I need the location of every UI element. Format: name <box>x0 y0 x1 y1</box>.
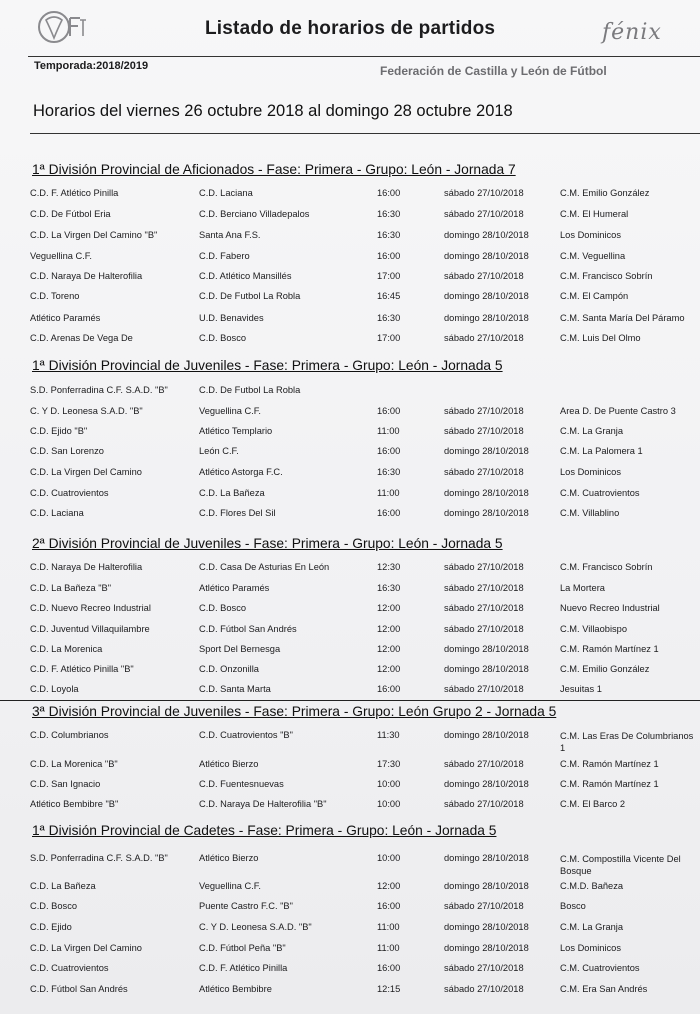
match-home-cell: C.D. Naraya De Halterofilia <box>30 562 143 572</box>
match-home-cell: C.D. F. Atlético Pinilla "B" <box>30 664 134 674</box>
title-divider <box>30 133 700 134</box>
section-title: 1ª División Provincial de Aficionados - Fase: Primera - Grupo: León - Jornada 7 <box>32 162 516 177</box>
match-away-cell: U.D. Benavides <box>199 313 264 323</box>
match-home-cell: C.D. Naraya De Halterofilia <box>30 271 143 281</box>
match-date-cell: domingo 28/10/2018 <box>444 313 529 323</box>
match-row <box>0 209 700 229</box>
match-away-cell: C.D. Cuatrovientos "B" <box>199 730 293 740</box>
match-time-cell: 12:00 <box>377 624 401 634</box>
match-venue-cell: C.M. Compostilla Vicente Del Bosque <box>560 854 681 876</box>
match-row <box>0 291 700 311</box>
section-title: 3ª División Provincial de Juveniles - Fase: Primera - Grupo: León Grupo 2 - Jornada 5 <box>32 704 557 719</box>
match-home-cell: Atlético Paramés <box>30 313 101 323</box>
match-venue-cell: C.M. La Granja <box>560 426 624 436</box>
match-date-cell: domingo 28/10/2018 <box>444 664 529 674</box>
match-time-cell: 16:00 <box>377 406 401 416</box>
match-date-cell: sábado 27/10/2018 <box>444 901 524 911</box>
match-away-cell: C.D. La Bañeza <box>199 488 265 498</box>
match-venue-cell: C.M. Villaobispo <box>560 624 628 634</box>
match-venue-cell: C.M. La Palomera 1 <box>560 446 643 456</box>
match-row <box>0 624 700 644</box>
match-away-cell: C.D. Bosco <box>199 333 247 343</box>
match-row <box>0 603 700 623</box>
match-time-cell: 16:00 <box>377 251 401 261</box>
match-away-cell: C.D. Fabero <box>199 251 250 261</box>
match-date-cell: domingo 28/10/2018 <box>444 853 529 863</box>
match-away-cell: C.D. Atlético Mansillés <box>199 271 292 281</box>
match-venue-cell: C.M. Santa María Del Páramo <box>560 313 685 323</box>
match-time-cell: 10:00 <box>377 779 401 789</box>
match-away-cell: Veguellina C.F. <box>199 881 262 891</box>
match-row <box>0 406 700 426</box>
match-time-cell: 16:30 <box>377 209 401 219</box>
match-venue-cell: C.M. Cuatrovientos <box>560 963 640 973</box>
match-time-cell: 10:00 <box>377 799 401 809</box>
match-home-cell: C.D. De Fútbol Eria <box>30 209 111 219</box>
match-home-cell: C.D. Toreno <box>30 291 80 301</box>
match-venue-cell: Los Dominicos <box>560 230 621 240</box>
match-time-cell: 16:00 <box>377 963 401 973</box>
match-venue-cell: C.M. Ramón Martínez 1 <box>560 779 659 789</box>
section-title: 2ª División Provincial de Juveniles - Fase: Primera - Grupo: León - Jornada 5 <box>32 536 503 551</box>
match-away-cell: C.D. Fútbol San Andrés <box>199 624 297 634</box>
match-home-cell: C.D. La Bañeza "B" <box>30 583 112 593</box>
match-home-cell: C.D. Ejido "B" <box>30 426 88 436</box>
match-away-cell: C.D. Santa Marta <box>199 684 271 694</box>
section-title: 1ª División Provincial de Cadetes - Fase: Primera - Grupo: León - Jornada 5 <box>32 823 497 838</box>
match-home-cell: C.D. Columbrianos <box>30 730 109 740</box>
date-range-title: Horarios del viernes 26 octubre 2018 al domingo 28 octubre 2018 <box>33 102 513 120</box>
match-away-cell: C.D. Fútbol Peña "B" <box>199 943 286 953</box>
match-venue-cell: C.M. Francisco Sobrín <box>560 271 653 281</box>
match-time-cell: 12:30 <box>377 562 401 572</box>
match-venue-cell: Area D. De Puente Castro 3 <box>560 406 676 416</box>
match-home-cell: C. Y D. Leonesa S.A.D. "B" <box>30 406 143 416</box>
match-venue-cell: C.M. Ramón Martínez 1 <box>560 759 659 769</box>
match-away-cell: C.D. De Futbol La Robla <box>199 385 301 395</box>
match-time-cell: 11:00 <box>377 943 400 953</box>
match-time-cell: 16:45 <box>377 291 401 301</box>
match-row <box>0 467 700 487</box>
match-venue-cell: C.M. Cuatrovientos <box>560 488 640 498</box>
match-time-cell: 17:00 <box>377 333 401 343</box>
match-venue-cell: C.M. La Granja <box>560 922 624 932</box>
match-row <box>0 333 700 353</box>
match-row <box>0 730 700 760</box>
match-venue-cell: C.M. Villablino <box>560 508 620 518</box>
match-away-cell: Veguellina C.F. <box>199 406 262 416</box>
match-date-cell: domingo 28/10/2018 <box>444 446 529 456</box>
header-divider <box>28 56 700 57</box>
match-home-cell: Atlético Bembibre "B" <box>30 799 119 809</box>
match-venue-cell: C.M. El Barco 2 <box>560 799 626 809</box>
match-row <box>0 984 700 1004</box>
match-away-cell: León C.F. <box>199 446 239 456</box>
match-date-cell: domingo 28/10/2018 <box>444 779 529 789</box>
match-time-cell: 12:00 <box>377 603 401 613</box>
match-home-cell: C.D. San Lorenzo <box>30 446 104 456</box>
match-row <box>0 251 700 271</box>
match-date-cell: sábado 27/10/2018 <box>444 426 524 436</box>
match-home-cell: C.D. La Virgen Del Camino <box>30 467 142 477</box>
match-date-cell: sábado 27/10/2018 <box>444 684 524 694</box>
match-row <box>0 446 700 466</box>
match-time-cell: 16:00 <box>377 446 401 456</box>
match-row <box>0 943 700 963</box>
match-row <box>0 853 700 883</box>
match-date-cell: domingo 28/10/2018 <box>444 644 529 654</box>
match-date-cell: sábado 27/10/2018 <box>444 759 524 769</box>
match-date-cell: sábado 27/10/2018 <box>444 603 524 613</box>
match-row <box>0 881 700 901</box>
match-home-cell: C.D. Nuevo Recreo Industrial <box>30 603 151 613</box>
match-time-cell: 16:30 <box>377 583 401 593</box>
match-time-cell: 12:00 <box>377 644 401 654</box>
match-time-cell: 16:00 <box>377 508 401 518</box>
fcylf-logo-icon <box>36 8 88 46</box>
match-date-cell: domingo 28/10/2018 <box>444 730 529 740</box>
match-away-cell: Santa Ana F.S. <box>199 230 261 240</box>
match-row <box>0 963 700 983</box>
match-home-cell: S.D. Ponferradina C.F. S.A.D. "B" <box>30 385 168 395</box>
match-home-cell: C.D. La Morenica <box>30 644 103 654</box>
match-date-cell: domingo 28/10/2018 <box>444 230 529 240</box>
match-venue-cell: C.M. Francisco Sobrín <box>560 562 653 572</box>
match-date-cell: domingo 28/10/2018 <box>444 488 529 498</box>
match-row <box>0 562 700 582</box>
match-time-cell: 17:30 <box>377 759 401 769</box>
match-date-cell: domingo 28/10/2018 <box>444 922 529 932</box>
federation-name: Federación de Castilla y León de Fútbol <box>380 64 607 78</box>
match-away-cell: C.D. De Futbol La Robla <box>199 291 301 301</box>
match-away-cell: C.D. Onzonilla <box>199 664 259 674</box>
match-time-cell: 16:30 <box>377 467 401 477</box>
match-away-cell: Atlético Bierzo <box>199 853 259 863</box>
match-away-cell: Atlético Bierzo <box>199 759 259 769</box>
match-time-cell: 11:00 <box>377 488 400 498</box>
match-time-cell: 12:00 <box>377 664 401 674</box>
match-venue-cell: C.M. Veguellina <box>560 251 626 261</box>
match-venue-cell: Nuevo Recreo Industrial <box>560 603 660 613</box>
match-date-cell: sábado 27/10/2018 <box>444 188 524 198</box>
match-away-cell: C.D. Flores Del Sil <box>199 508 276 518</box>
match-date-cell: sábado 27/10/2018 <box>444 984 524 994</box>
match-home-cell: C.D. Arenas De Vega De <box>30 333 133 343</box>
match-row <box>0 779 700 799</box>
match-row <box>0 759 700 779</box>
match-home-cell: C.D. Ejido <box>30 922 72 932</box>
match-time-cell: 16:00 <box>377 188 401 198</box>
match-away-cell: C.D. Berciano Villadepalos <box>199 209 310 219</box>
match-row <box>0 230 700 250</box>
match-away-cell: Atlético Astorga F.C. <box>199 467 283 477</box>
match-away-cell: C.D. Laciana <box>199 188 253 198</box>
match-row <box>0 313 700 333</box>
match-venue-cell: Bosco <box>560 901 586 911</box>
match-home-cell: C.D. F. Atlético Pinilla <box>30 188 119 198</box>
match-venue-cell: Los Dominicos <box>560 943 621 953</box>
match-date-cell: sábado 27/10/2018 <box>444 209 524 219</box>
match-home-cell: C.D. Fútbol San Andrés <box>30 984 128 994</box>
match-date-cell: domingo 28/10/2018 <box>444 291 529 301</box>
match-venue-cell: La Mortera <box>560 583 605 593</box>
match-date-cell: sábado 27/10/2018 <box>444 562 524 572</box>
match-home-cell: C.D. La Bañeza <box>30 881 96 891</box>
match-row <box>0 508 700 528</box>
match-date-cell: domingo 28/10/2018 <box>444 943 529 953</box>
document-title: Listado de horarios de partidos <box>205 18 496 39</box>
match-home-cell: C.D. Cuatrovientos <box>30 488 109 498</box>
match-home-cell: C.D. Loyola <box>30 684 79 694</box>
match-home-cell: C.D. Laciana <box>30 508 84 518</box>
match-venue-cell: C.M.D. Bañeza <box>560 881 624 891</box>
match-away-cell: C.D. Fuentesnuevas <box>199 779 284 789</box>
match-time-cell: 11:00 <box>377 426 400 436</box>
match-home-cell: C.D. Cuatrovientos <box>30 963 109 973</box>
match-date-cell: sábado 27/10/2018 <box>444 333 524 343</box>
match-time-cell: 16:30 <box>377 230 401 240</box>
match-date-cell: sábado 27/10/2018 <box>444 624 524 634</box>
match-home-cell: C.D. San Ignacio <box>30 779 101 789</box>
match-home-cell: C.D. La Virgen Del Camino <box>30 943 142 953</box>
match-venue-cell: C.M. El Campón <box>560 291 629 301</box>
match-time-cell: 10:00 <box>377 853 401 863</box>
match-away-cell: Atlético Templario <box>199 426 273 436</box>
match-venue-cell: Los Dominicos <box>560 467 621 477</box>
match-date-cell: domingo 28/10/2018 <box>444 251 529 261</box>
match-venue-cell: C.M. Era San Andrés <box>560 984 648 994</box>
match-home-cell: Veguellina C.F. <box>30 251 93 261</box>
match-date-cell: sábado 27/10/2018 <box>444 963 524 973</box>
section-title: 1ª División Provincial de Juveniles - Fase: Primera - Grupo: León - Jornada 5 <box>32 358 503 373</box>
match-time-cell: 11:00 <box>377 922 400 932</box>
match-away-cell: Atlético Bembibre <box>199 984 272 994</box>
match-away-cell: Sport Del Bernesga <box>199 644 281 654</box>
match-venue-cell: C.M. Las Eras De Columbrianos 1 <box>560 731 694 753</box>
match-row <box>0 488 700 508</box>
brand-name: fénix <box>602 20 662 45</box>
match-venue-cell: C.M. Ramón Martínez 1 <box>560 644 659 654</box>
match-home-cell: C.D. La Morenica "B" <box>30 759 118 769</box>
match-row <box>0 922 700 942</box>
match-time-cell: 11:30 <box>377 730 400 740</box>
match-row <box>0 583 700 603</box>
match-away-cell: C. Y D. Leonesa S.A.D. "B" <box>199 922 312 932</box>
match-row <box>0 644 700 664</box>
match-row <box>0 684 700 704</box>
match-date-cell: sábado 27/10/2018 <box>444 583 524 593</box>
match-date-cell: sábado 27/10/2018 <box>444 467 524 477</box>
match-time-cell: 16:30 <box>377 313 401 323</box>
match-away-cell: C.D. F. Atlético Pinilla <box>199 963 288 973</box>
match-row <box>0 664 700 684</box>
match-date-cell: domingo 28/10/2018 <box>444 881 529 891</box>
season-label: Temporada:2018/2019 <box>34 60 149 72</box>
match-home-cell: C.D. Bosco <box>30 901 78 911</box>
match-row <box>0 385 700 405</box>
match-row <box>0 426 700 446</box>
match-date-cell: sábado 27/10/2018 <box>444 799 524 809</box>
match-away-cell: C.D. Naraya De Halterofilia "B" <box>199 799 327 809</box>
match-time-cell: 16:00 <box>377 901 401 911</box>
match-time-cell: 12:00 <box>377 881 401 891</box>
match-away-cell: Puente Castro F.C. "B" <box>199 901 293 911</box>
match-time-cell: 16:00 <box>377 684 401 694</box>
match-venue-cell: C.M. Luis Del Olmo <box>560 333 641 343</box>
match-row <box>0 901 700 921</box>
section-divider <box>0 700 700 701</box>
match-time-cell: 17:00 <box>377 271 401 281</box>
match-row <box>0 188 700 208</box>
match-date-cell: sábado 27/10/2018 <box>444 271 524 281</box>
match-date-cell: sábado 27/10/2018 <box>444 406 524 416</box>
match-away-cell: C.D. Casa De Asturias En León <box>199 562 330 572</box>
match-home-cell: C.D. La Virgen Del Camino "B" <box>30 230 158 240</box>
match-venue-cell: Jesuitas 1 <box>560 684 602 694</box>
match-time-cell: 12:15 <box>377 984 401 994</box>
match-away-cell: Atlético Paramés <box>199 583 270 593</box>
match-date-cell: domingo 28/10/2018 <box>444 508 529 518</box>
match-away-cell: C.D. Bosco <box>199 603 247 613</box>
match-home-cell: C.D. Juventud Villaquilambre <box>30 624 150 634</box>
match-row <box>0 799 700 819</box>
match-home-cell: S.D. Ponferradina C.F. S.A.D. "B" <box>30 853 168 863</box>
match-venue-cell: C.M. Emilio González <box>560 664 650 674</box>
match-venue-cell: C.M. Emilio González <box>560 188 650 198</box>
match-row <box>0 271 700 291</box>
match-venue-cell: C.M. El Humeral <box>560 209 629 219</box>
